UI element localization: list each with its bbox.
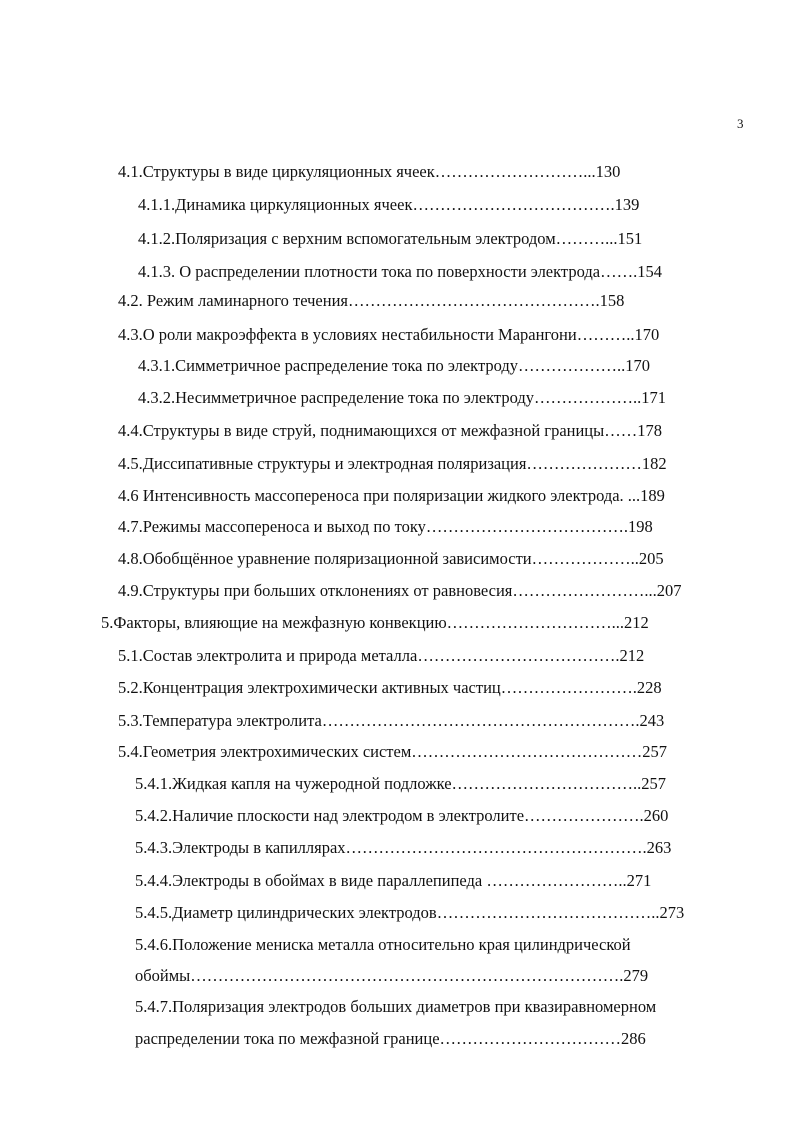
toc-entry-5-4-1: 5.4.1.Жидкая капля на чужеродной подложке……………………………..257 [135,774,667,793]
toc-entry-4-5: 4.5.Диссипативные структуры и электродная поляризация…………………182 [118,454,667,473]
toc-entry-4-3-2: 4.3.2.Несимметричное распределение тока по электроду………………..171 [138,388,667,407]
toc-entry-5-4-2: 5.4.2.Наличие плоскости над электродом в электролите………………….260 [135,806,669,825]
toc-entry-5-4-5: 5.4.5.Диаметр цилиндрических электродов…………………………………..273 [135,903,685,922]
toc-entry-4-3: 4.3.О роли макроэффекта в условиях нестабильности Марангони………..170 [118,325,660,344]
toc-entry-5-4-7-continuation: распределении тока по межфазной границе……………………………286 [135,1029,646,1048]
toc-entry-5: 5.Факторы, влияющие на межфазную конвекцию…………………………...212 [101,613,649,632]
toc-entry-4-7: 4.7.Режимы массопереноса и выход по току……………………………….198 [118,517,653,536]
toc-entry-5-1: 5.1.Состав электролита и природа металла……………………………….212 [118,646,645,665]
toc-entry-4-1-3: 4.1.3. О распределении плотности тока по поверхности электрода…….154 [138,262,662,281]
toc-entry-5-4-7: 5.4.7.Поляризация электродов больших диаметров при квазиравномерном [135,997,657,1016]
page-number: 3 [737,116,744,131]
toc-entry-4-3-1: 4.3.1.Симметричное распределение тока по электроду………………..170 [138,356,651,375]
toc-entry-5-4-6: 5.4.6.Положение мениска металла относительно края цилиндрической [135,935,631,954]
toc-entry-4-9: 4.9.Структуры при больших отклонениях от равновесия……………………...207 [118,581,682,600]
toc-entry-4-2: 4.2. Режим ламинарного течения……………………………………….158 [118,291,625,310]
toc-entry-5-4: 5.4.Геометрия электрохимических систем……………………………………257 [118,742,668,761]
toc-entry-4-8: 4.8.Обобщённое уравнение поляризационной зависимости………………..205 [118,549,664,568]
toc-entry-4-1-1: 4.1.1.Динамика циркуляционных ячеек……………………………….139 [138,195,640,214]
toc-entry-5-3: 5.3.Температура электролита………………………………………………….243 [118,711,665,730]
toc-entry-4-4: 4.4.Структуры в виде струй, поднимающихся от межфазной границы……178 [118,421,662,440]
toc-entry-5-4-4: 5.4.4.Электроды в обоймах в виде параллепипеда ……………………..271 [135,871,652,890]
toc-entry-5-4-3: 5.4.3.Электроды в капиллярах……………………………………………….263 [135,838,672,857]
toc-entry-5-2: 5.2.Концентрация электрохимически активных частиц…………………….228 [118,678,662,697]
toc-entry-4-1-2: 4.1.2.Поляризация с верхним вспомогательным электродом………...151 [138,229,643,248]
toc-entry-4-1: 4.1.Структуры в виде циркуляционных ячеек………………………...130 [118,162,621,181]
toc-entry-5-4-6-continuation: обоймы…………………………………………………………………….279 [135,966,649,985]
toc-entry-4-6: 4.6 Интенсивность массопереноса при поляризации жидкого электрода. ...189 [118,486,665,505]
